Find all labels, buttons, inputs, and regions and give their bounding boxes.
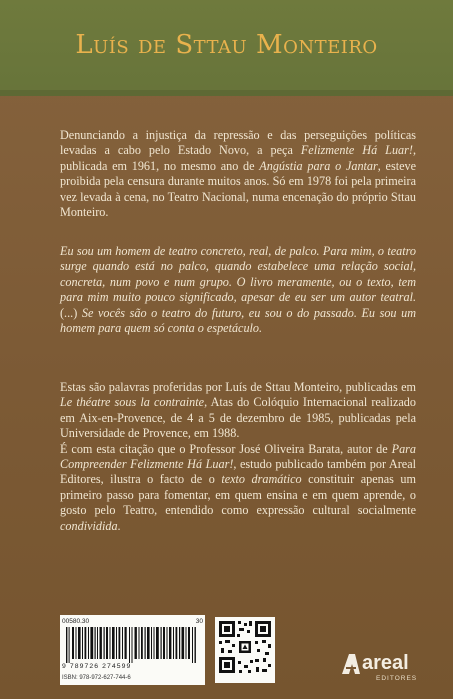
areal-mark-icon bbox=[340, 652, 362, 676]
synopsis-paragraph: Denunciando a injustiça da repressão e das perseguições políticas levadas a cabo pelo Estado Novo, a peça Felizmente Há Luar!, publicada em 1961, no mesmo ano de Angústia para o Jantar, esteve proibida pela censura durante muitos anos. Só em 1978 foi pela primeira vez levada à cena, no Teatro Nacional, numa encenação do próprio Sttau Monteiro. bbox=[60, 128, 416, 220]
citation-paragraph-1: Estas são palavras proferidas por Luís de Sttau Monteiro, publicadas em Le théatre sous la contrainte, Atas do Colóquio Internacional realizado em Aix-en-Provence, de 4 a 5 de dezembro de 1985, publicadas pela Universidade de Provence, em 1988. bbox=[60, 380, 416, 441]
isbn: ISBN: 978-972-627-744-6 bbox=[62, 675, 131, 681]
publisher-subtitle: EDITORES bbox=[376, 675, 418, 682]
barcode-code-left: 00580.30 bbox=[62, 618, 90, 625]
header-divider bbox=[0, 90, 453, 96]
publisher-logo bbox=[340, 646, 420, 686]
publisher-name: areal bbox=[362, 652, 409, 674]
citation-text bbox=[60, 380, 416, 534]
author-name: Luís de Sttau Monteiro bbox=[75, 30, 378, 60]
barcode-digits: 9 789726 274599 bbox=[62, 663, 132, 670]
barcode-bars-icon bbox=[66, 627, 200, 663]
qr-code-icon bbox=[215, 617, 275, 683]
header-band bbox=[0, 0, 453, 95]
barcode-code-right: 30 bbox=[195, 618, 203, 625]
citation-paragraph-2: É com esta citação que o Professor José Oliveira Barata, autor de Para Compreender Felizmente Há Luar!, estudo publicado também por Areal Editores, ilustra o facto de o texto dramático constituir apenas um primeiro passo para fomentar, em quem ensina e em quem aprende, o gosto pelo Teatro, entendido como expressão cultural socialmente condividida. bbox=[60, 441, 416, 533]
barcode bbox=[60, 615, 205, 685]
author-quote: Eu sou um homem de teatro concreto, real, de palco. Para mim, o teatro surge quando está no palco, quando estabelece uma relação social, concreta, num povo e num grupo. O livro meramente, ou o texto, tem para mim muito pouco significado, apesar de eu ser um autor teatral. (...) Se vocês são o teatro do futuro, eu sou o do passado. Eu sou um homem para quem só conta o espetáculo. bbox=[60, 244, 416, 336]
